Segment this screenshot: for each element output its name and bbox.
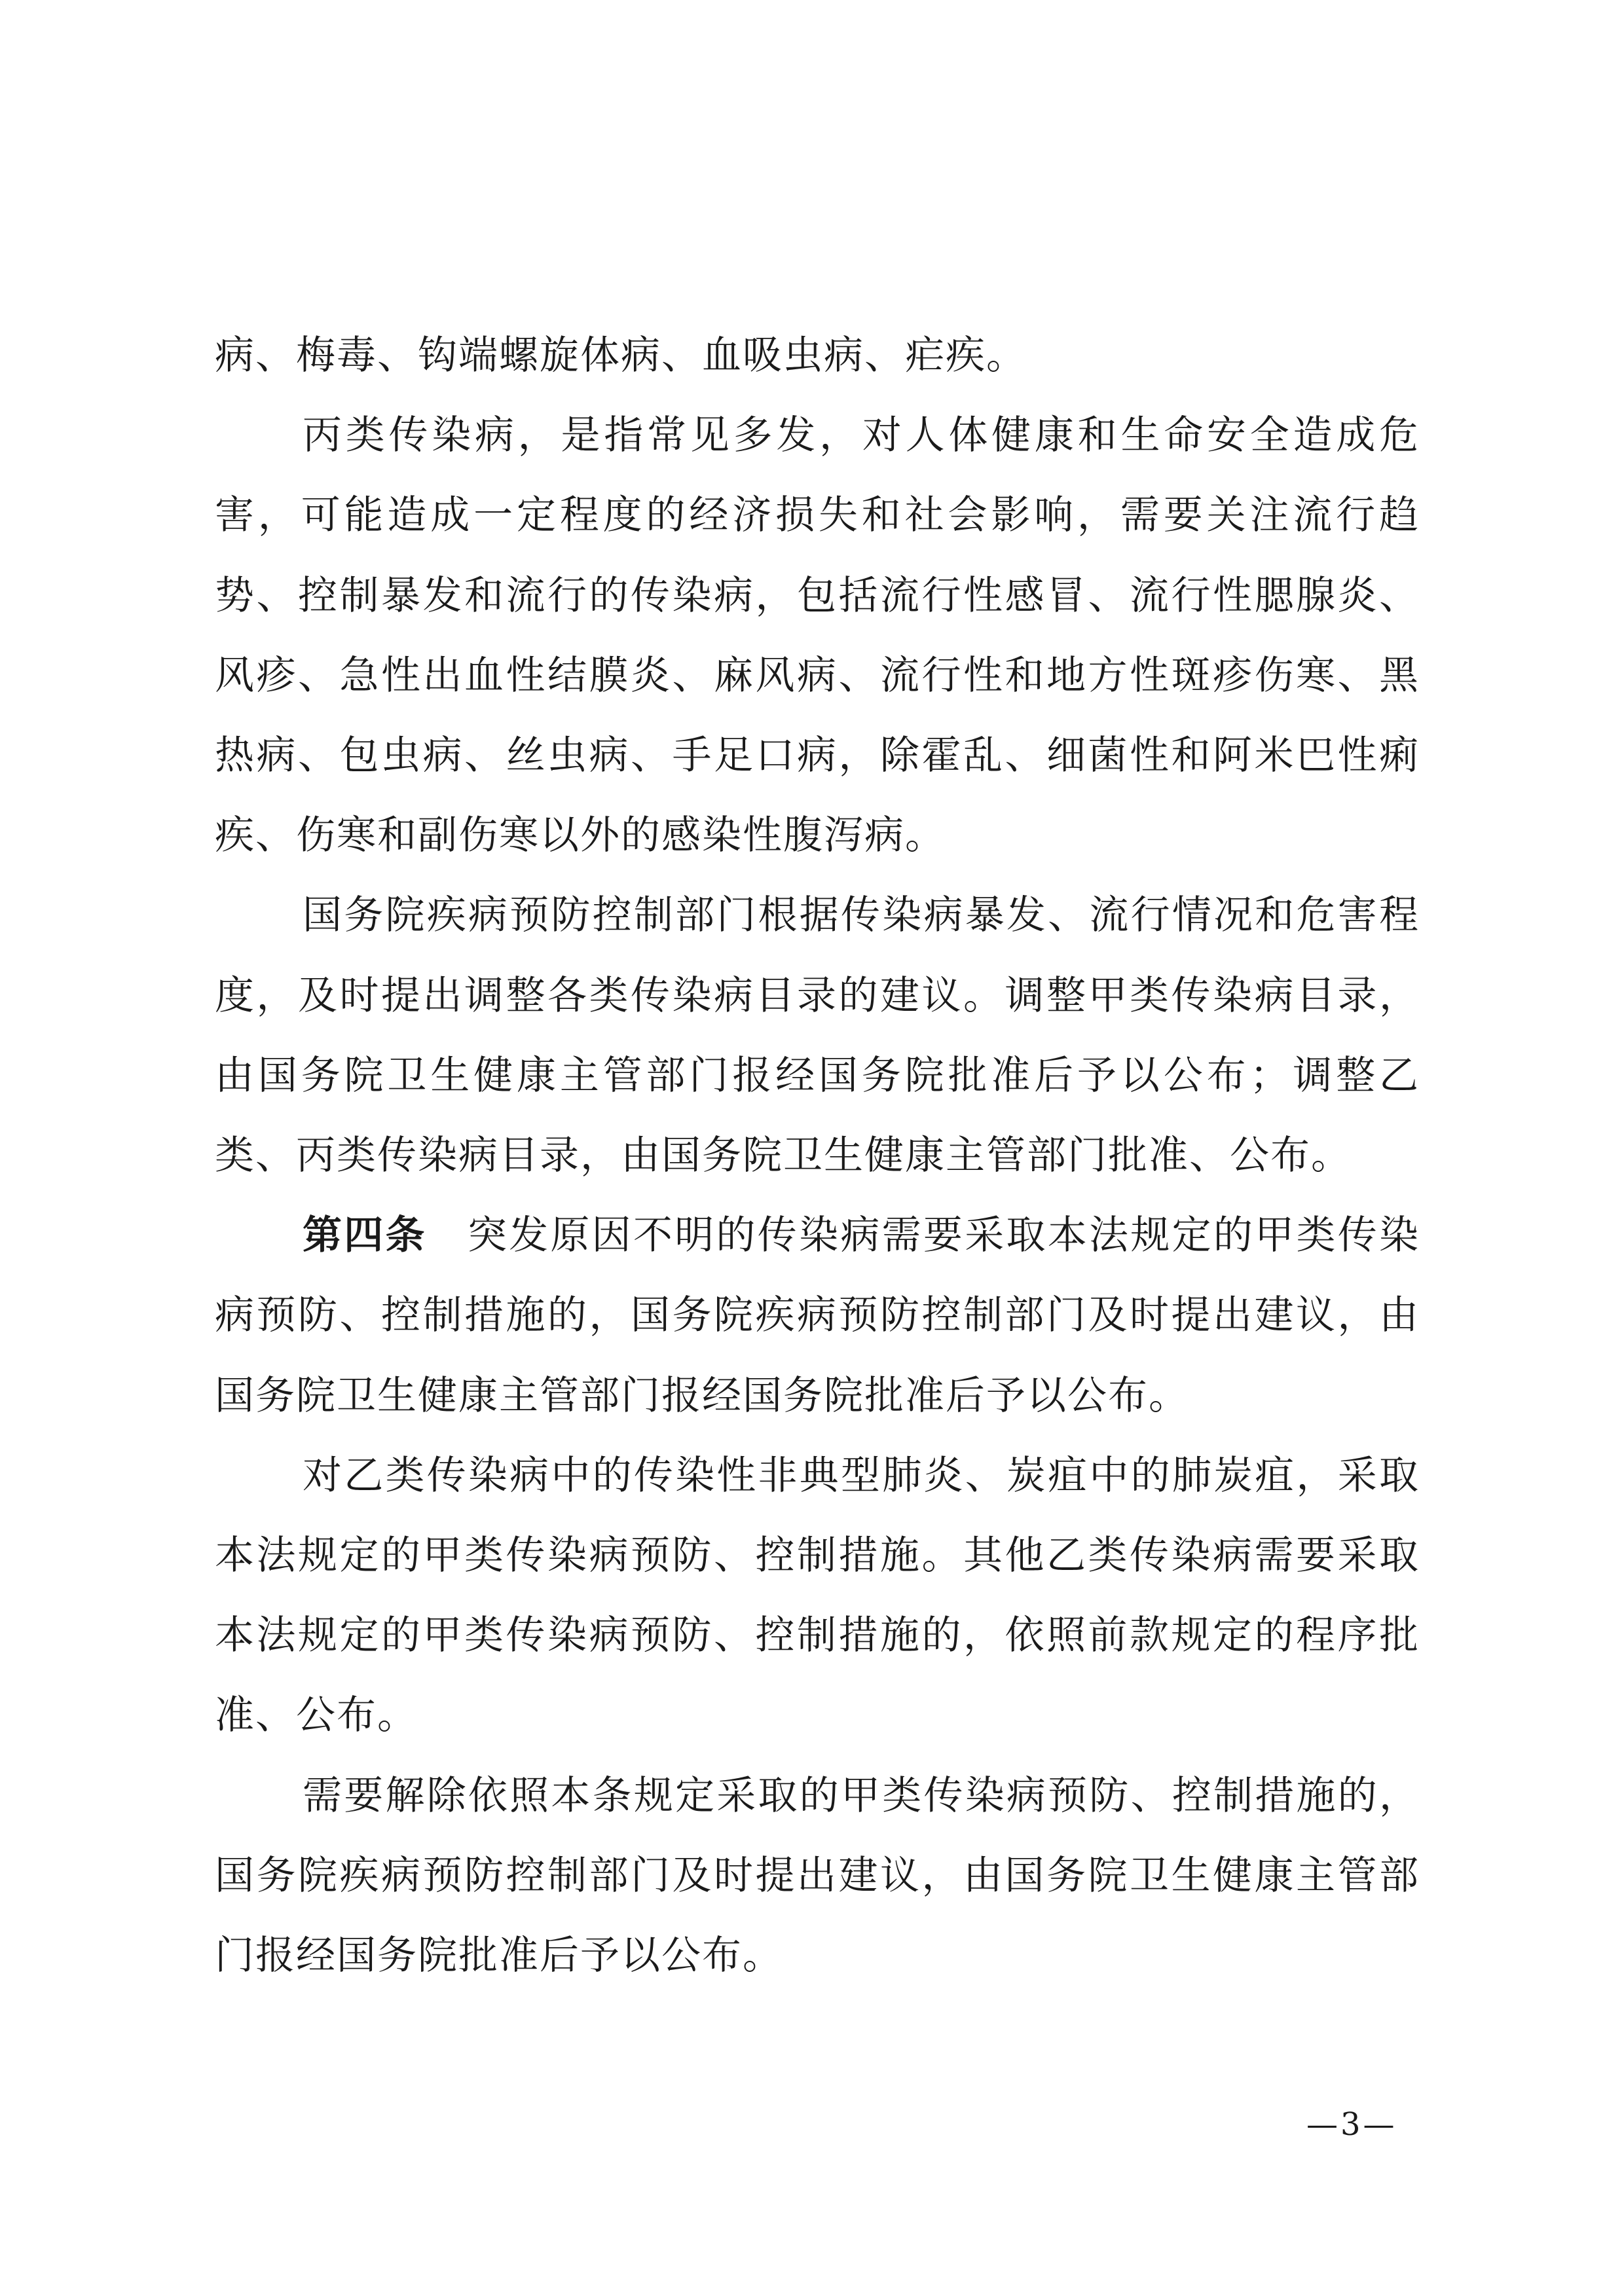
paragraph-catalog-adjustment	[215, 875, 1420, 1195]
paragraph-text: 国务院疾病预防控制部门根据传染病暴发、流行情况和危害程度，及时提出调整各类传染病目录的建议。调整甲类传染病目录，由国务院卫生健康主管部门报经国务院批准后予以公布；调整乙类、丙类传染病目录，由国务院卫生健康主管部门批准、公布。	[215, 892, 1420, 1179]
paragraph-text: 丙类传染病，是指常见多发，对人体健康和生命安全造成危害，可能造成一定程度的经济损失和社会影响，需要关注流行趋势、控制暴发和流行的传染病，包括流行性感冒、流行性腮腺炎、风疹、急性出血性结膜炎、麻风病、流行性和地方性斑疹伤寒、黑热病、包虫病、丝虫病、手足口病，除霍乱、细菌性和阿米巴性痢疾、伤寒和副伤寒以外的感染性腹泻病。	[215, 412, 1420, 859]
paragraph-text: 病、梅毒、钩端螺旋体病、血吸虫病、疟疾。	[215, 333, 1027, 378]
paragraph-text: 对乙类传染病中的传染性非典型肺炎、炭疽中的肺炭疽，采取本法规定的甲类传染病预防、控制措施。其他乙类传染病需要采取本法规定的甲类传染病预防、控制措施的，依照前款规定的程序批准、公布。	[215, 1452, 1420, 1739]
paragraph-class-b-measures	[215, 1436, 1420, 1756]
article-number: 第四条	[303, 1212, 427, 1259]
paragraph-text: 需要解除依照本条规定采取的甲类传染病预防、控制措施的，国务院疾病预防控制部门及时提出建议，由国务院卫生健康主管部门报经国务院批准后予以公布。	[215, 1772, 1420, 1979]
paragraph-text: 突发原因不明的传染病需要采取本法规定的甲类传染病预防、控制措施的，国务院疾病预防控制部门及时提出建议，由国务院卫生健康主管部门报经国务院批准后予以公布。	[215, 1212, 1420, 1419]
paragraph-article-four	[215, 1195, 1420, 1436]
paragraph-lifting-measures	[215, 1756, 1420, 1996]
page-number: —3—	[1306, 2106, 1397, 2143]
paragraph-class-c-diseases	[215, 395, 1420, 875]
document-body	[215, 316, 1420, 1995]
paragraph-continuation	[215, 316, 1420, 395]
